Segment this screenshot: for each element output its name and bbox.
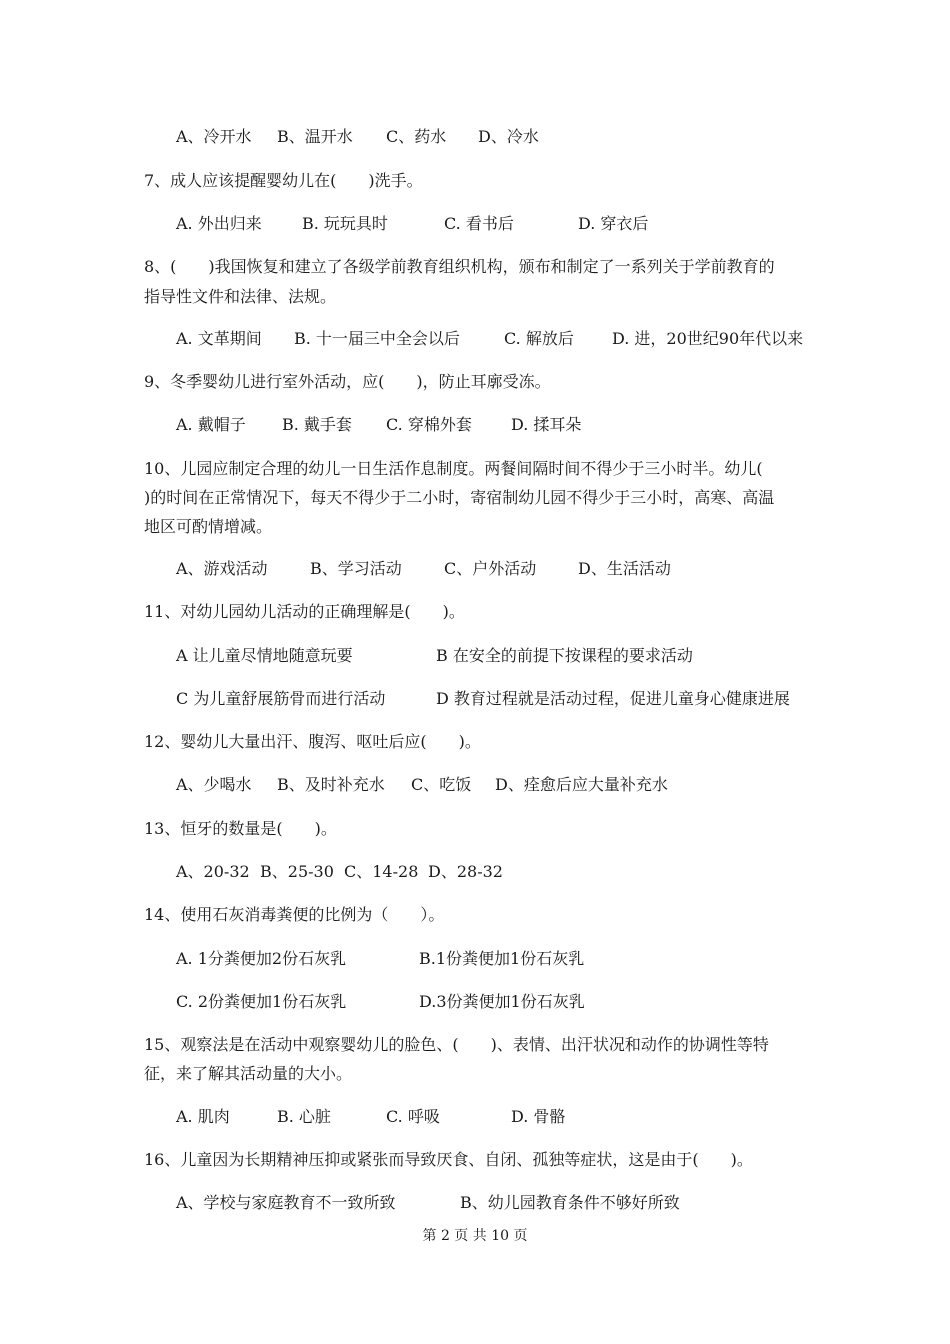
answer-option: B. 心脏 (277, 1107, 331, 1126)
question-line: 8、( )我国恢复和建立了各级学前教育组织机构，颁布和制定了一系列关于学前教育的 (144, 257, 775, 276)
answer-option: D、生活活动 (578, 559, 671, 578)
question-line: 10、儿园应制定合理的幼儿一日生活作息制度。两餐间隔时间不得少于三小时半。幼儿( (144, 459, 763, 478)
answer-option: B、温开水 (277, 127, 353, 146)
answer-option: D、28-32 (428, 862, 503, 881)
answer-option: A、学校与家庭教育不一致所致 (176, 1193, 396, 1212)
question-line: 征，来了解其活动量的大小。 (144, 1064, 353, 1083)
question-line: 11、对幼儿园幼儿活动的正确理解是( )。 (144, 602, 465, 621)
answer-option: A. 外出归来 (176, 214, 262, 233)
answer-option: C、户外活动 (444, 559, 537, 578)
answer-option: A、少喝水 (176, 775, 252, 794)
answer-option: D. 进，20世纪90年代以来 (612, 329, 804, 348)
answer-option: C、药水 (386, 127, 447, 146)
answer-option: C. 解放后 (504, 329, 574, 348)
answer-option: A. 1分粪便加2份石灰乳 (176, 949, 347, 968)
answer-option: C. 穿棉外套 (386, 415, 472, 434)
answer-option: C、吃饭 (411, 775, 472, 794)
question-line: 16、儿童因为长期精神压抑或紧张而导致厌食、自闭、孤独等症状，这是由于( )。 (144, 1150, 753, 1169)
answer-option: C. 呼吸 (386, 1107, 440, 1126)
question-line: 14、使用石灰消毒粪便的比例为（ ）。 (144, 905, 445, 924)
answer-option: B.1份粪便加1份石灰乳 (419, 949, 585, 968)
answer-option: D. 骨骼 (511, 1107, 566, 1126)
answer-option: B 在安全的前提下按课程的要求活动 (436, 646, 693, 665)
answer-option: A、游戏活动 (176, 559, 268, 578)
answer-option: D、冷水 (478, 127, 539, 146)
answer-option: A、冷开水 (176, 127, 252, 146)
question-line: 9、冬季婴幼儿进行室外活动，应( )，防止耳廓受冻。 (144, 372, 551, 391)
answer-option: B. 戴手套 (282, 415, 352, 434)
answer-option: A. 肌肉 (176, 1107, 230, 1126)
answer-option: C 为儿童舒展筋骨而进行活动 (176, 689, 386, 708)
answer-option: A. 戴帽子 (176, 415, 246, 434)
answer-option: C. 2份粪便加1份石灰乳 (176, 992, 347, 1011)
answer-option: B、幼儿园教育条件不够好所致 (460, 1193, 680, 1212)
answer-option: D. 揉耳朵 (511, 415, 582, 434)
page-footer: 第 2 页 共 10 页 (422, 1228, 528, 1244)
answer-option: D.3份粪便加1份石灰乳 (419, 992, 585, 1011)
answer-option: B、25-30 (260, 862, 334, 881)
question-line: 地区可酌情增减。 (144, 517, 273, 536)
question-line: 7、成人应该提醒婴幼儿在( )洗手。 (144, 171, 423, 190)
answer-option: B、学习活动 (310, 559, 402, 578)
answer-option: D、痊愈后应大量补充水 (495, 775, 668, 794)
question-line: 12、婴幼儿大量出汗、腹泻、呕吐后应( )。 (144, 732, 481, 751)
answer-option: A、20-32 (176, 862, 250, 881)
answer-option: C、14-28 (344, 862, 419, 881)
answer-option: C. 看书后 (444, 214, 514, 233)
answer-option: D 教育过程就是活动过程，促进儿童身心健康进展 (436, 689, 790, 708)
answer-option: B. 十一届三中全会以后 (294, 329, 460, 348)
answer-option: B、及时补充水 (277, 775, 385, 794)
question-line: 指导性文件和法律、法规。 (144, 287, 337, 306)
question-line: 15、观察法是在活动中观察婴幼儿的脸色、( )、表情、出汗状况和动作的协调性等特 (144, 1035, 769, 1054)
question-line: )的时间在正常情况下，每天不得少于二小时，寄宿制幼儿园不得少于三小时，高寒、高温 (144, 488, 775, 507)
answer-option: B. 玩玩具时 (302, 214, 388, 233)
answer-option: A 让儿童尽情地随意玩要 (176, 646, 353, 665)
question-line: 13、恒牙的数量是( )。 (144, 819, 337, 838)
answer-option: D. 穿衣后 (578, 214, 649, 233)
answer-option: A. 文革期间 (176, 329, 262, 348)
